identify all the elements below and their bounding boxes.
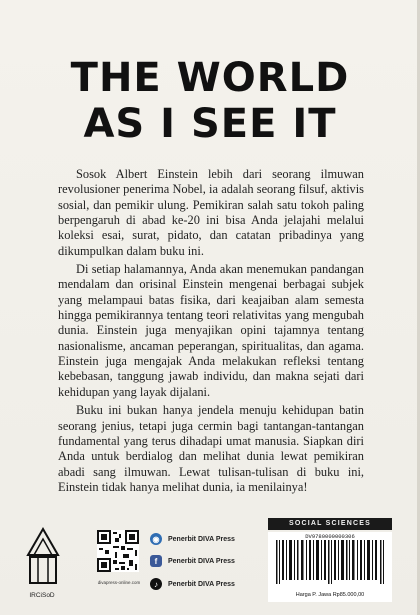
barcode-icon [276, 540, 384, 584]
price-label: Harga P. Jawa Rp85.000,00 [295, 592, 365, 598]
social-facebook [150, 552, 260, 570]
globe-icon: ◉ [150, 533, 162, 545]
facebook-icon: f [150, 555, 162, 567]
publisher-logo-label: IRCiSoD [29, 592, 55, 599]
blurb [58, 167, 364, 498]
title-line-2: AS I SEE IT [83, 101, 337, 147]
social-tiktok [150, 575, 260, 593]
social-tiktok-label: Penerbit DIVA Press [168, 580, 235, 588]
blurb-paragraph-2: Di setiap halamannya, Anda akan menemukan pandangan mendalam dan orisinal Einstein mengenai berbagai subjek yang melampaui batas fisika, dari keajaiban alam semesta hingga pemikirannya tentang teori relativitas yang mengubah dunia. Einstein juga menyajikan opini tajamnya tentang nasionalisme, ancaman peperangan, spiritualitas, dan agama. Einstein juga mengajak Anda melakukan refleksi tentang kebebasan, tanggung jawab individu, dan makna sejati dari kehidupan yang layak dijalani. [58, 262, 364, 399]
blurb-paragraph-3: Buku ini bukan hanya jendela menuju kehidupan batin seorang jenius, tetapi juga cermin bagi tantangan-tantangan fundamental yang terus dihadapi umat manusia. Siapkan diri Anda untuk berdialog dan melihat dunia lewat pemikiran abadi sang ilmuwan. Lewat tulisan-tulisan di buku ini, Einstein tidak hanya melihat dunia, ia menilainya! [58, 403, 364, 494]
social-website [150, 530, 260, 548]
social-website-label: Penerbit DIVA Press [168, 535, 235, 543]
tiktok-icon: ♪ [150, 578, 162, 590]
category-label: SOCIAL SCIENCES [268, 518, 392, 530]
social-facebook-label: Penerbit DIVA Press [168, 557, 235, 565]
barcode-number: DV9780000000306 [305, 533, 355, 540]
qr-code-icon [97, 530, 139, 572]
qr-caption: divapress-online.com [97, 580, 141, 585]
title-line-1: THE WORLD [70, 55, 350, 101]
blurb-paragraph-1: Sosok Albert Einstein lebih dari seorang ilmuwan revolusioner penerima Nobel, ia adalah seorang filsuf, aktivis sosial, dan pemikir ulung. Pemikiran salah satu tokoh paling berpengaruh di abad ke-20 ini bisa Anda jelajahi melalui koleksi esai, surat, pidato, dan catatan pribadinya yang dikumpulkan dalam buku ini. [58, 167, 364, 258]
